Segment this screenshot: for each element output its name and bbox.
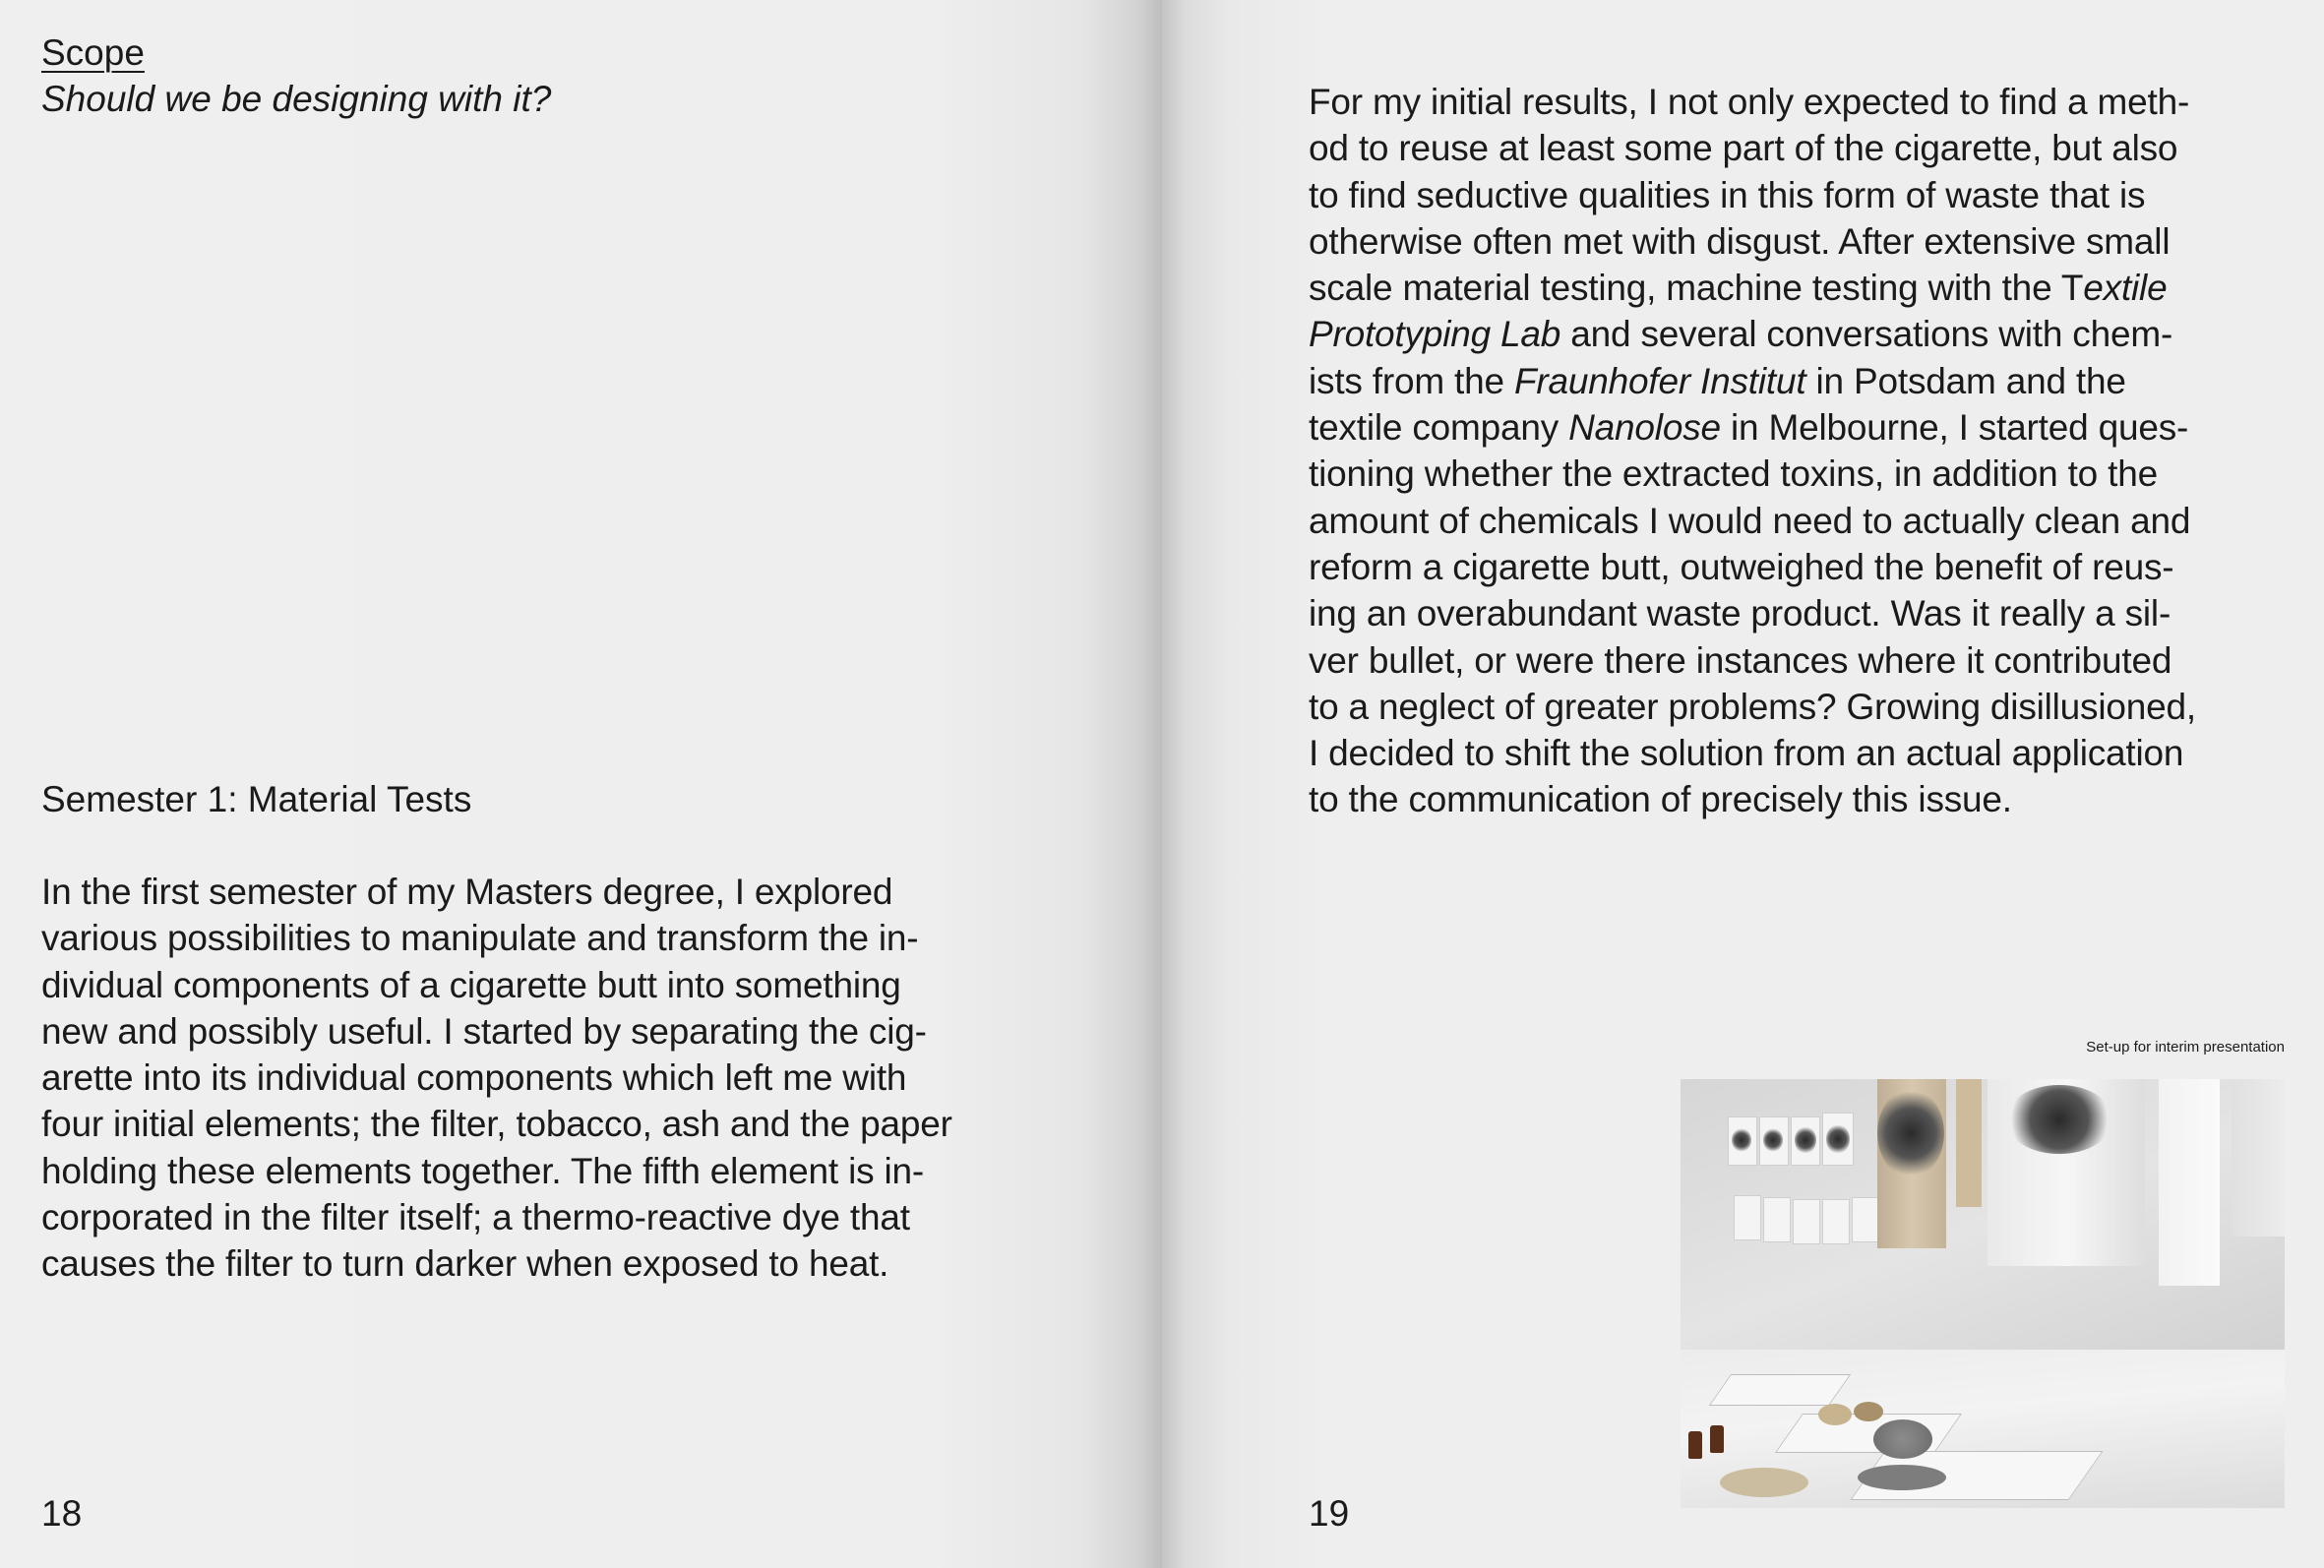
tobacco-sample	[1818, 1404, 1852, 1425]
right-body-text	[1309, 79, 2293, 823]
section-heading: Semester 1: Material Tests	[41, 779, 472, 819]
body-line: ver bullet, or were there instances where it contributed	[1309, 639, 2172, 681]
ink-stain	[2005, 1085, 2113, 1154]
hanging-fabric	[2159, 1079, 2220, 1286]
section-title: Scope	[41, 32, 145, 73]
sample-card	[1763, 1197, 1791, 1242]
body-line: to a neglect of greater problems? Growing disillusioned,	[1309, 686, 2196, 727]
body-line: amount of chemicals I would need to actually clean and	[1309, 500, 2191, 541]
sample-card	[1734, 1195, 1761, 1240]
body-line: arette into its individual components which left me with	[41, 1057, 907, 1099]
body-line: dividual components of a cigarette butt into something	[41, 964, 901, 1005]
body-line: od to reuse at least some part of the cigarette, but also	[1309, 128, 2178, 169]
bottle	[1710, 1425, 1724, 1453]
body-line: causes the filter to turn darker when exposed to heat.	[41, 1243, 889, 1285]
body-line: otherwise often met with disgust. After extensive small	[1309, 220, 2171, 262]
body-span: and several conversations with chem-	[1560, 314, 2173, 355]
institute-name-italic: Fraunhofer Institut	[1513, 360, 1806, 401]
body-span: scale material testing, machine testing with the T	[1309, 268, 2084, 309]
body-line	[1309, 265, 2293, 311]
body-line	[1309, 404, 2293, 451]
body-span: textile company	[1309, 407, 1569, 449]
tobacco-sample	[1854, 1402, 1883, 1421]
page-number-left: 18	[41, 1493, 83, 1534]
body-line: For my initial results, I not only expected to find a meth-	[1309, 82, 2190, 122]
section-subtitle: Should we be designing with it?	[41, 79, 552, 119]
sample-card	[1852, 1197, 1879, 1242]
body-line: tioning whether the extracted toxins, in addition to the	[1309, 453, 2158, 495]
ash-sample	[1873, 1419, 1932, 1459]
ink-mark	[1763, 1128, 1783, 1152]
lab-name-italic: extile	[2083, 268, 2168, 309]
body-line: to the communication of precisely this issue.	[1309, 779, 2012, 820]
left-body-text	[41, 869, 1025, 1288]
ink-stain	[1877, 1089, 1944, 1177]
exhibition-photo	[1681, 1079, 2285, 1508]
body-span: in Potsdam and the	[1805, 360, 2126, 401]
bottle	[1688, 1431, 1702, 1459]
filter-sample	[1858, 1465, 1946, 1490]
body-line: holding these elements together. The fifth element is in-	[41, 1150, 925, 1191]
ink-mark	[1826, 1124, 1850, 1154]
body-line: various possibilities to manipulate and transform the in-	[41, 918, 919, 959]
body-line: I decided to shift the solution from an actual application	[1309, 733, 2184, 774]
lab-name-italic: Prototyping Lab	[1309, 314, 1561, 355]
sample-tray	[1709, 1374, 1851, 1406]
hanging-fabric	[2232, 1079, 2285, 1236]
body-line: ing an overabundant waste product. Was it really a sil-	[1309, 593, 2171, 634]
body-line	[1309, 311, 2293, 357]
sample-card	[1793, 1199, 1820, 1244]
right-page	[1162, 0, 2324, 1568]
body-span: in Melbourne, I started ques-	[1720, 407, 2189, 449]
body-line: corporated in the filter itself; a thermo-reactive dye that	[41, 1197, 910, 1238]
body-line: to find seductive qualities in this form of waste that is	[1309, 174, 2146, 215]
body-line: In the first semester of my Masters degree, I explored	[41, 872, 893, 912]
body-line: new and possibly useful. I started by separating the cig-	[41, 1010, 927, 1052]
photo-caption: Set-up for interim presentation	[2086, 1039, 2285, 1055]
company-name-italic: Nanolose	[1568, 407, 1721, 449]
body-span: ists from the	[1309, 360, 1514, 401]
body-line: reform a cigarette butt, outweighed the benefit of reus-	[1309, 546, 2174, 587]
page-number-right: 19	[1309, 1493, 1350, 1534]
sample-card	[1822, 1199, 1850, 1244]
ink-mark	[1732, 1128, 1751, 1152]
body-line	[1309, 358, 2293, 404]
hanging-banner	[1956, 1079, 1982, 1207]
paper-sample	[1720, 1468, 1808, 1497]
body-line: four initial elements; the filter, tobacco, ash and the paper	[41, 1104, 952, 1145]
ink-mark	[1795, 1126, 1816, 1154]
